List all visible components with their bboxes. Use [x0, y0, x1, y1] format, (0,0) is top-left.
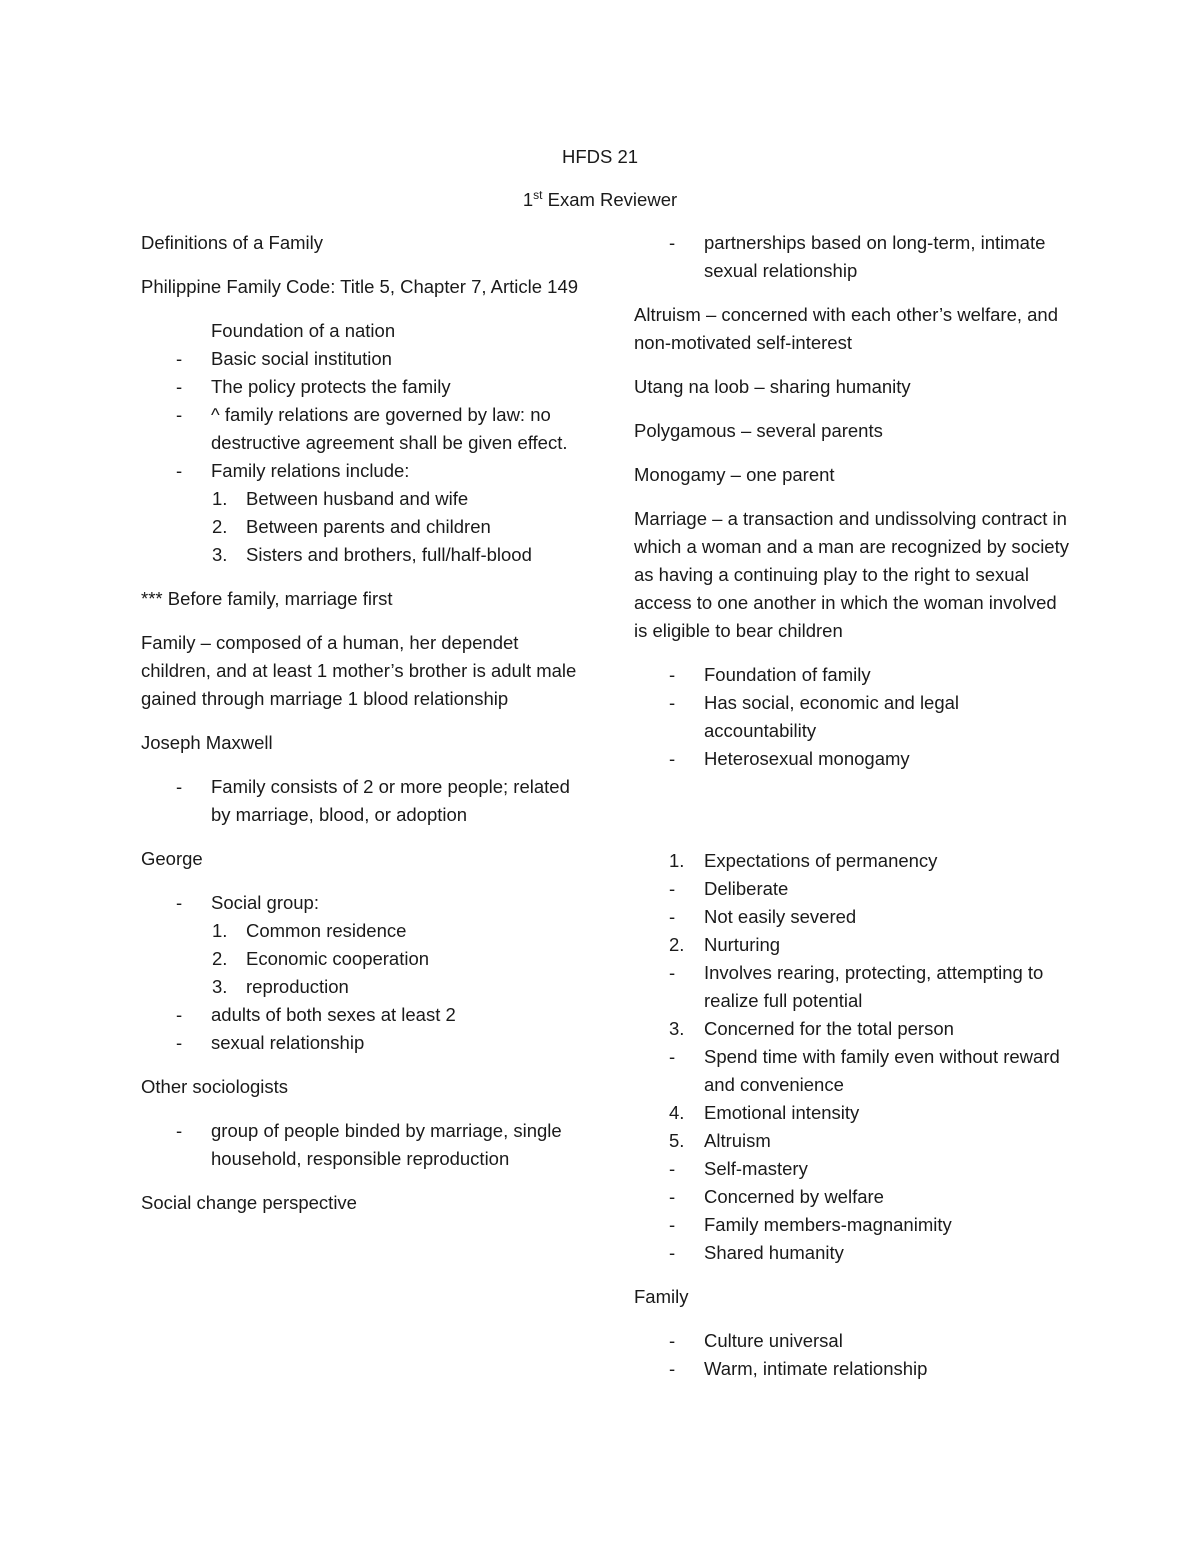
dash-marker: -	[176, 1120, 183, 1141]
list-item: - Shared humanity	[669, 1242, 844, 1263]
social-change-heading: Social change perspective	[141, 1192, 357, 1213]
list-item: - adults of both sexes at least 2	[141, 1001, 581, 1029]
spacer	[634, 789, 1074, 847]
number-marker: 1.	[212, 488, 228, 509]
list-item: - sexual relationship	[141, 1029, 581, 1057]
family-list	[634, 1327, 1074, 1383]
marriage-list	[634, 661, 1074, 773]
polygamous-definition: Polygamous – several parents	[634, 420, 883, 441]
george-list	[141, 889, 581, 1057]
list-item: - Heterosexual monogamy	[634, 745, 1074, 773]
numbered-item: 3. reproduction	[141, 973, 581, 1001]
dash-marker: -	[176, 404, 183, 425]
note-text: *** Before family, marriage first	[141, 588, 393, 609]
family-definition: Family – composed of a human, her dependet children, and at least 1 mother’s brother is adult male gained through marriage 1 blood relationship	[141, 632, 577, 709]
list-item: - group of people binded by marriage, single household, responsible reproduction	[141, 1117, 581, 1173]
other-sociologists-list	[141, 1117, 581, 1173]
number-marker: 2.	[212, 516, 228, 537]
definitions-heading: Definitions of a Family	[141, 232, 323, 253]
document-subtitle	[0, 186, 1200, 214]
dash-marker: -	[176, 776, 183, 797]
george-heading: George	[141, 848, 203, 869]
numbered-item: 2. Between parents and children	[141, 513, 581, 541]
list-item: 4. Emotional intensity	[669, 1102, 860, 1123]
right-column	[634, 229, 1074, 1399]
list-item: - Family members-magnanimity	[669, 1214, 952, 1235]
list-item: - Family consists of 2 or more people; related by marriage, blood, or adoption	[141, 773, 581, 829]
number-marker: 3.	[212, 544, 228, 565]
list-item: 5. Altruism	[669, 1130, 771, 1151]
marriage-definition: Marriage – a transaction and undissolving contract in which a woman and a man are recognized by society as having a continuing play to the right to sexual access to one another in which the woman involved is eligible to bear children	[634, 508, 1069, 641]
dash-marker: -	[669, 232, 676, 253]
dash-marker: -	[176, 892, 183, 913]
list-item: - ^ family relations are governed by law: no destructive agreement shall be given effect.	[141, 401, 581, 457]
dash-marker: -	[176, 376, 183, 397]
list-item: - Family relations include:	[141, 457, 581, 485]
dash-marker: -	[669, 664, 676, 685]
code-lead-item: Foundation of a nation	[211, 320, 396, 341]
dash-marker: -	[176, 348, 183, 369]
document-title: HFDS 21	[561, 146, 639, 167]
list-item: 2. Nurturing	[669, 934, 781, 955]
dash-marker: -	[176, 460, 183, 481]
numbered-item: 1. Common residence	[141, 917, 581, 945]
list-item: - The policy protects the family	[141, 373, 581, 401]
numbered-item: 2. Economic cooperation	[141, 945, 581, 973]
number-marker: 1.	[212, 920, 228, 941]
exam-title: Exam Reviewer	[542, 189, 678, 210]
list-item: - Concerned by welfare	[669, 1186, 884, 1207]
other-sociologists-heading: Other sociologists	[141, 1076, 289, 1097]
dash-marker: -	[176, 1032, 183, 1053]
exam-ordinal-suffix: st	[533, 187, 543, 202]
list-item: 1. Expectations of permanency	[669, 850, 938, 871]
list-item: - Basic social institution	[141, 345, 581, 373]
list-item: - Self-mastery	[669, 1158, 808, 1179]
exam-number: 1	[522, 189, 534, 210]
maxwell-heading: Joseph Maxwell	[141, 732, 273, 753]
list-item: - Spend time with family even without reward and convenience	[669, 1046, 1060, 1095]
dash-marker: -	[176, 1004, 183, 1025]
list-item: - Deliberate	[669, 878, 789, 899]
dash-marker: -	[669, 692, 676, 713]
dash-marker: -	[669, 1330, 676, 1351]
list-item: - Involves rearing, protecting, attempting to realize full potential	[669, 962, 1044, 1011]
list-item: - Has social, economic and legal accountability	[634, 689, 1074, 745]
utang-definition: Utang na loob – sharing humanity	[634, 376, 911, 397]
list-item: - Foundation of family	[634, 661, 1074, 689]
number-marker: 3.	[212, 976, 228, 997]
altruism-definition: Altruism – concerned with each other’s welfare, and non-motivated self-interest	[634, 304, 1059, 353]
family-heading: Family	[634, 1286, 689, 1307]
partnership-list	[634, 229, 1074, 285]
list-item: 3. Concerned for the total person	[669, 1018, 954, 1039]
numbered-item: 1. Between husband and wife	[141, 485, 581, 513]
numbered-item: 3. Sisters and brothers, full/half-blood	[141, 541, 581, 569]
dash-marker: -	[669, 748, 676, 769]
number-marker: 2.	[212, 948, 228, 969]
monogamy-definition: Monogamy – one parent	[634, 464, 835, 485]
dash-marker: -	[669, 1358, 676, 1379]
list-item: - Warm, intimate relationship	[634, 1355, 1074, 1383]
list-item: - partnerships based on long-term, intimate sexual relationship	[634, 229, 1074, 285]
list-item: - Culture universal	[634, 1327, 1074, 1355]
list-item: - Not easily severed	[669, 906, 857, 927]
maxwell-list	[141, 773, 581, 829]
family-code-heading: Philippine Family Code: Title 5, Chapter 7, Article 149	[141, 276, 579, 297]
characteristics-list	[634, 847, 1074, 1267]
family-code-list	[141, 317, 581, 569]
list-item: - Social group:	[141, 889, 581, 917]
left-column	[141, 229, 581, 1233]
